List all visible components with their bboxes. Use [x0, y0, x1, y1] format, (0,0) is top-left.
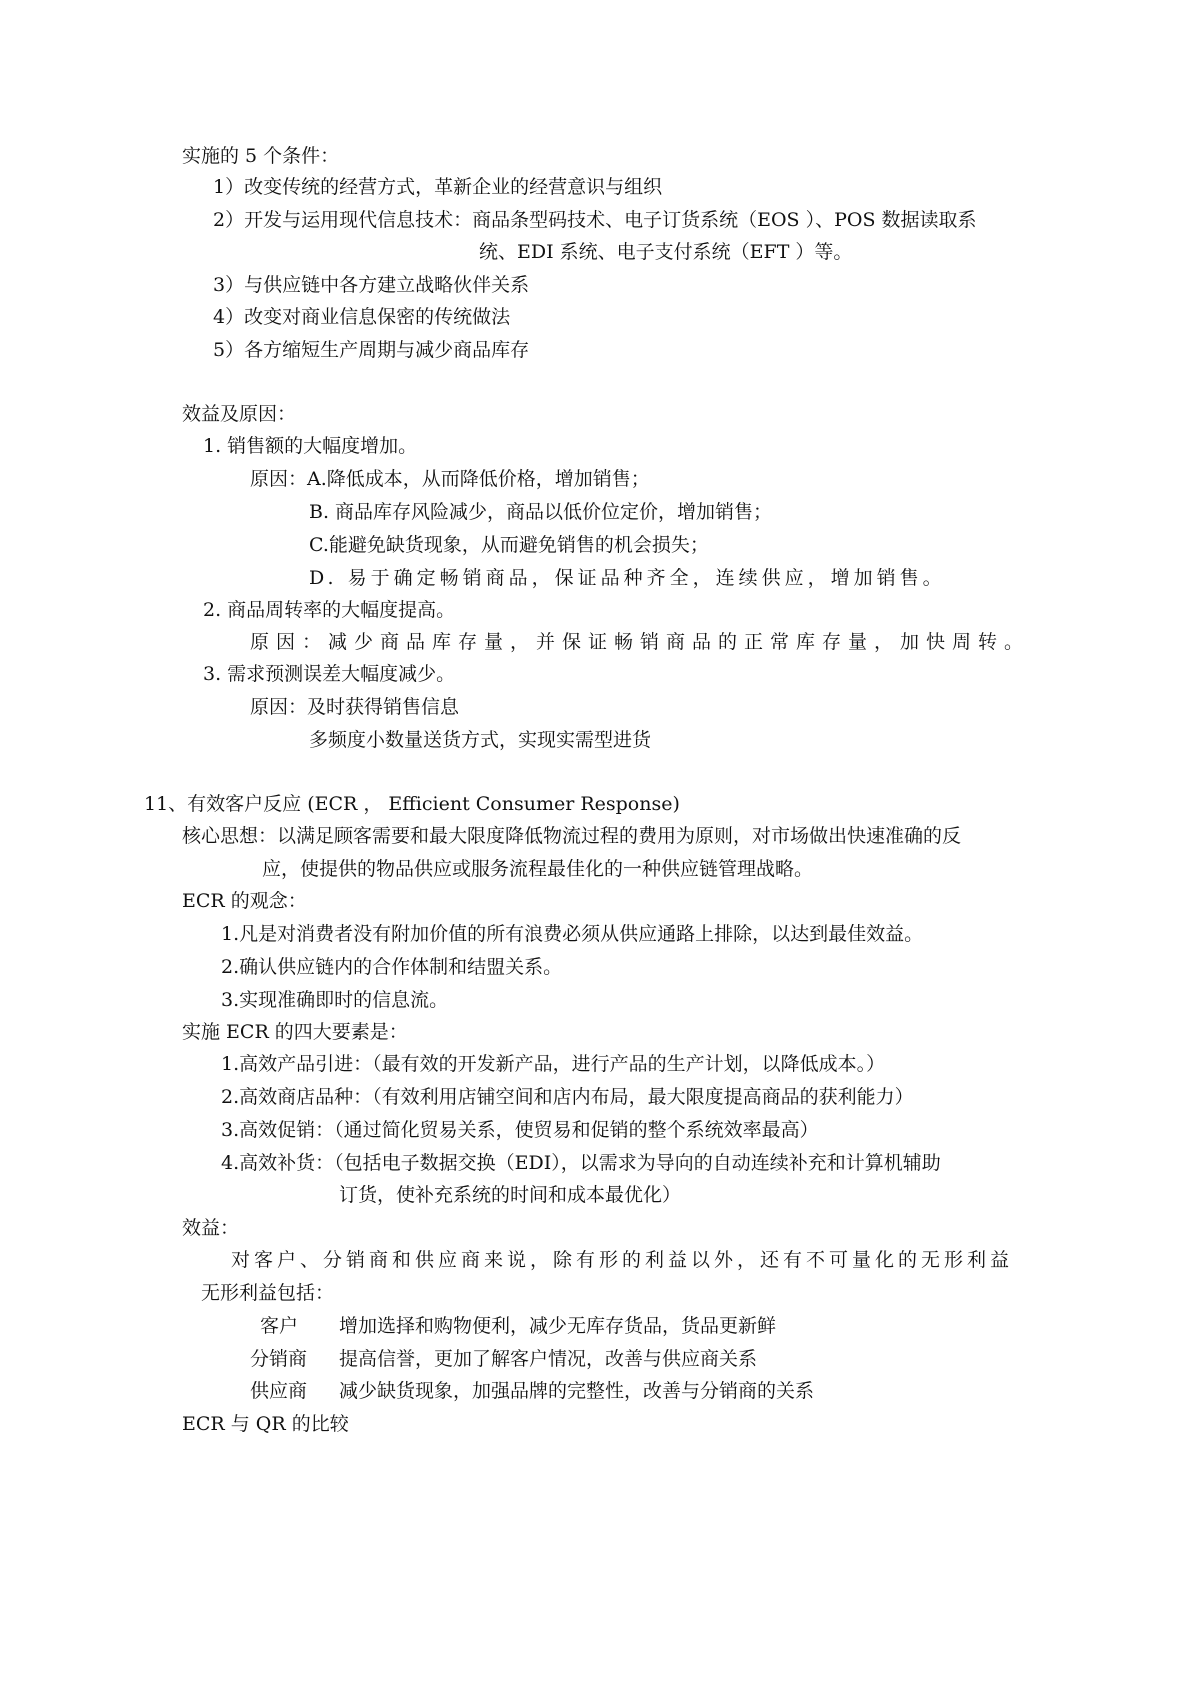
condition-item: 1）改变传统的经营方式，革新企业的经营意识与组织: [213, 176, 663, 198]
core-idea-cont: 应，使提供的物品供应或服务流程最佳化的一种供应链管理战略。: [262, 858, 814, 880]
reason-line: 原因：及时获得销售信息: [250, 696, 460, 718]
conditions-title: 实施的 5 个条件：: [182, 145, 340, 167]
concept-title: ECR 的观念：: [182, 890, 307, 912]
condition-item: 5）各方缩短生产周期与减少商品库存: [213, 339, 530, 361]
benefits-title: 效益及原因：: [182, 403, 297, 425]
party-label: 供应商: [250, 1380, 308, 1402]
concept-item: 1.凡是对消费者没有附加价值的所有浪费必须从供应通路上排除，以达到最佳效益。: [221, 923, 924, 945]
reason-line: 原因：A.降低成本，从而降低价格，增加销售；: [250, 468, 650, 490]
party-desc: 减少缺货现象，加强品牌的完整性，改善与分销商的关系: [339, 1380, 815, 1402]
party-desc: 提高信誉，更加了解客户情况，改善与供应商关系: [339, 1348, 758, 1370]
reason-line: 原因：减少商品库存量，并保证畅销商品的正常库存量，加快周转。: [250, 631, 1031, 653]
condition-item-cont: 统、EDI 系统、电子支付系统（EFT ）等。: [479, 241, 853, 263]
benefit-item: 1. 销售额的大幅度增加。: [203, 435, 418, 457]
reason-line: C.能避免缺货现象，从而避免销售的机会损失；: [309, 534, 709, 556]
element-item: 2.高效商店品种：（有效利用店铺空间和店内布局，最大限度提高商品的获利能力）: [221, 1086, 914, 1108]
elements-title: 实施 ECR 的四大要素是：: [182, 1021, 408, 1043]
intangible-title: 无形利益包括：: [201, 1282, 335, 1304]
element-item: 4.高效补货：（包括电子数据交换（EDI），以需求为导向的自动连续补充和计算机辅助: [221, 1152, 941, 1174]
party-label: 分销商: [250, 1348, 308, 1370]
core-idea: 核心思想：以满足顾客需要和最大限度降低物流过程的费用为原则，对市场做出快速准确的反: [182, 825, 962, 847]
benefit-title: 效益：: [182, 1217, 240, 1239]
condition-item: 3）与供应链中各方建立战略伙伴关系: [213, 274, 530, 296]
element-item: 3.高效促销：（通过简化贸易关系，使贸易和促销的整个系统效率最高）: [221, 1119, 819, 1141]
reason-line: B. 商品库存风险减少，商品以低价位定价，增加销售；: [309, 501, 773, 523]
element-item: 1.高效产品引进：（最有效的开发新产品，进行产品的生产计划，以降低成本。）: [221, 1053, 886, 1075]
reason-line: 多频度小数量送货方式，实现实需型进货: [309, 729, 652, 751]
compare-title: ECR 与 QR 的比较: [182, 1413, 349, 1435]
concept-item: 3.实现准确即时的信息流。: [221, 989, 449, 1011]
element-item-cont: 订货，使补充系统的时间和成本最优化）: [339, 1184, 682, 1206]
benefit-text: 对客户、分销商和供应商来说，除有形的利益以外，还有不可量化的无形利益: [231, 1249, 1014, 1271]
concept-item: 2.确认供应链内的合作体制和结盟关系。: [221, 956, 563, 978]
condition-item: 4）改变对商业信息保密的传统做法: [213, 306, 511, 328]
condition-item: 2）开发与运用现代信息技术：商品条型码技术、电子订货系统（EOS ）、POS 数据读取系: [213, 209, 977, 231]
benefit-item: 3. 需求预测误差大幅度减少。: [203, 663, 456, 685]
party-label: 客户: [260, 1315, 299, 1337]
party-desc: 增加选择和购物便利，减少无库存货品，货品更新鲜: [339, 1315, 777, 1337]
benefit-item: 2. 商品周转率的大幅度提高。: [203, 599, 456, 621]
section-heading: 11、有效客户反应 (ECR ， Efficient Consumer Response): [144, 793, 680, 815]
reason-line: D. 易于确定畅销商品，保证品种齐全，连续供应，增加销售。: [309, 567, 946, 589]
